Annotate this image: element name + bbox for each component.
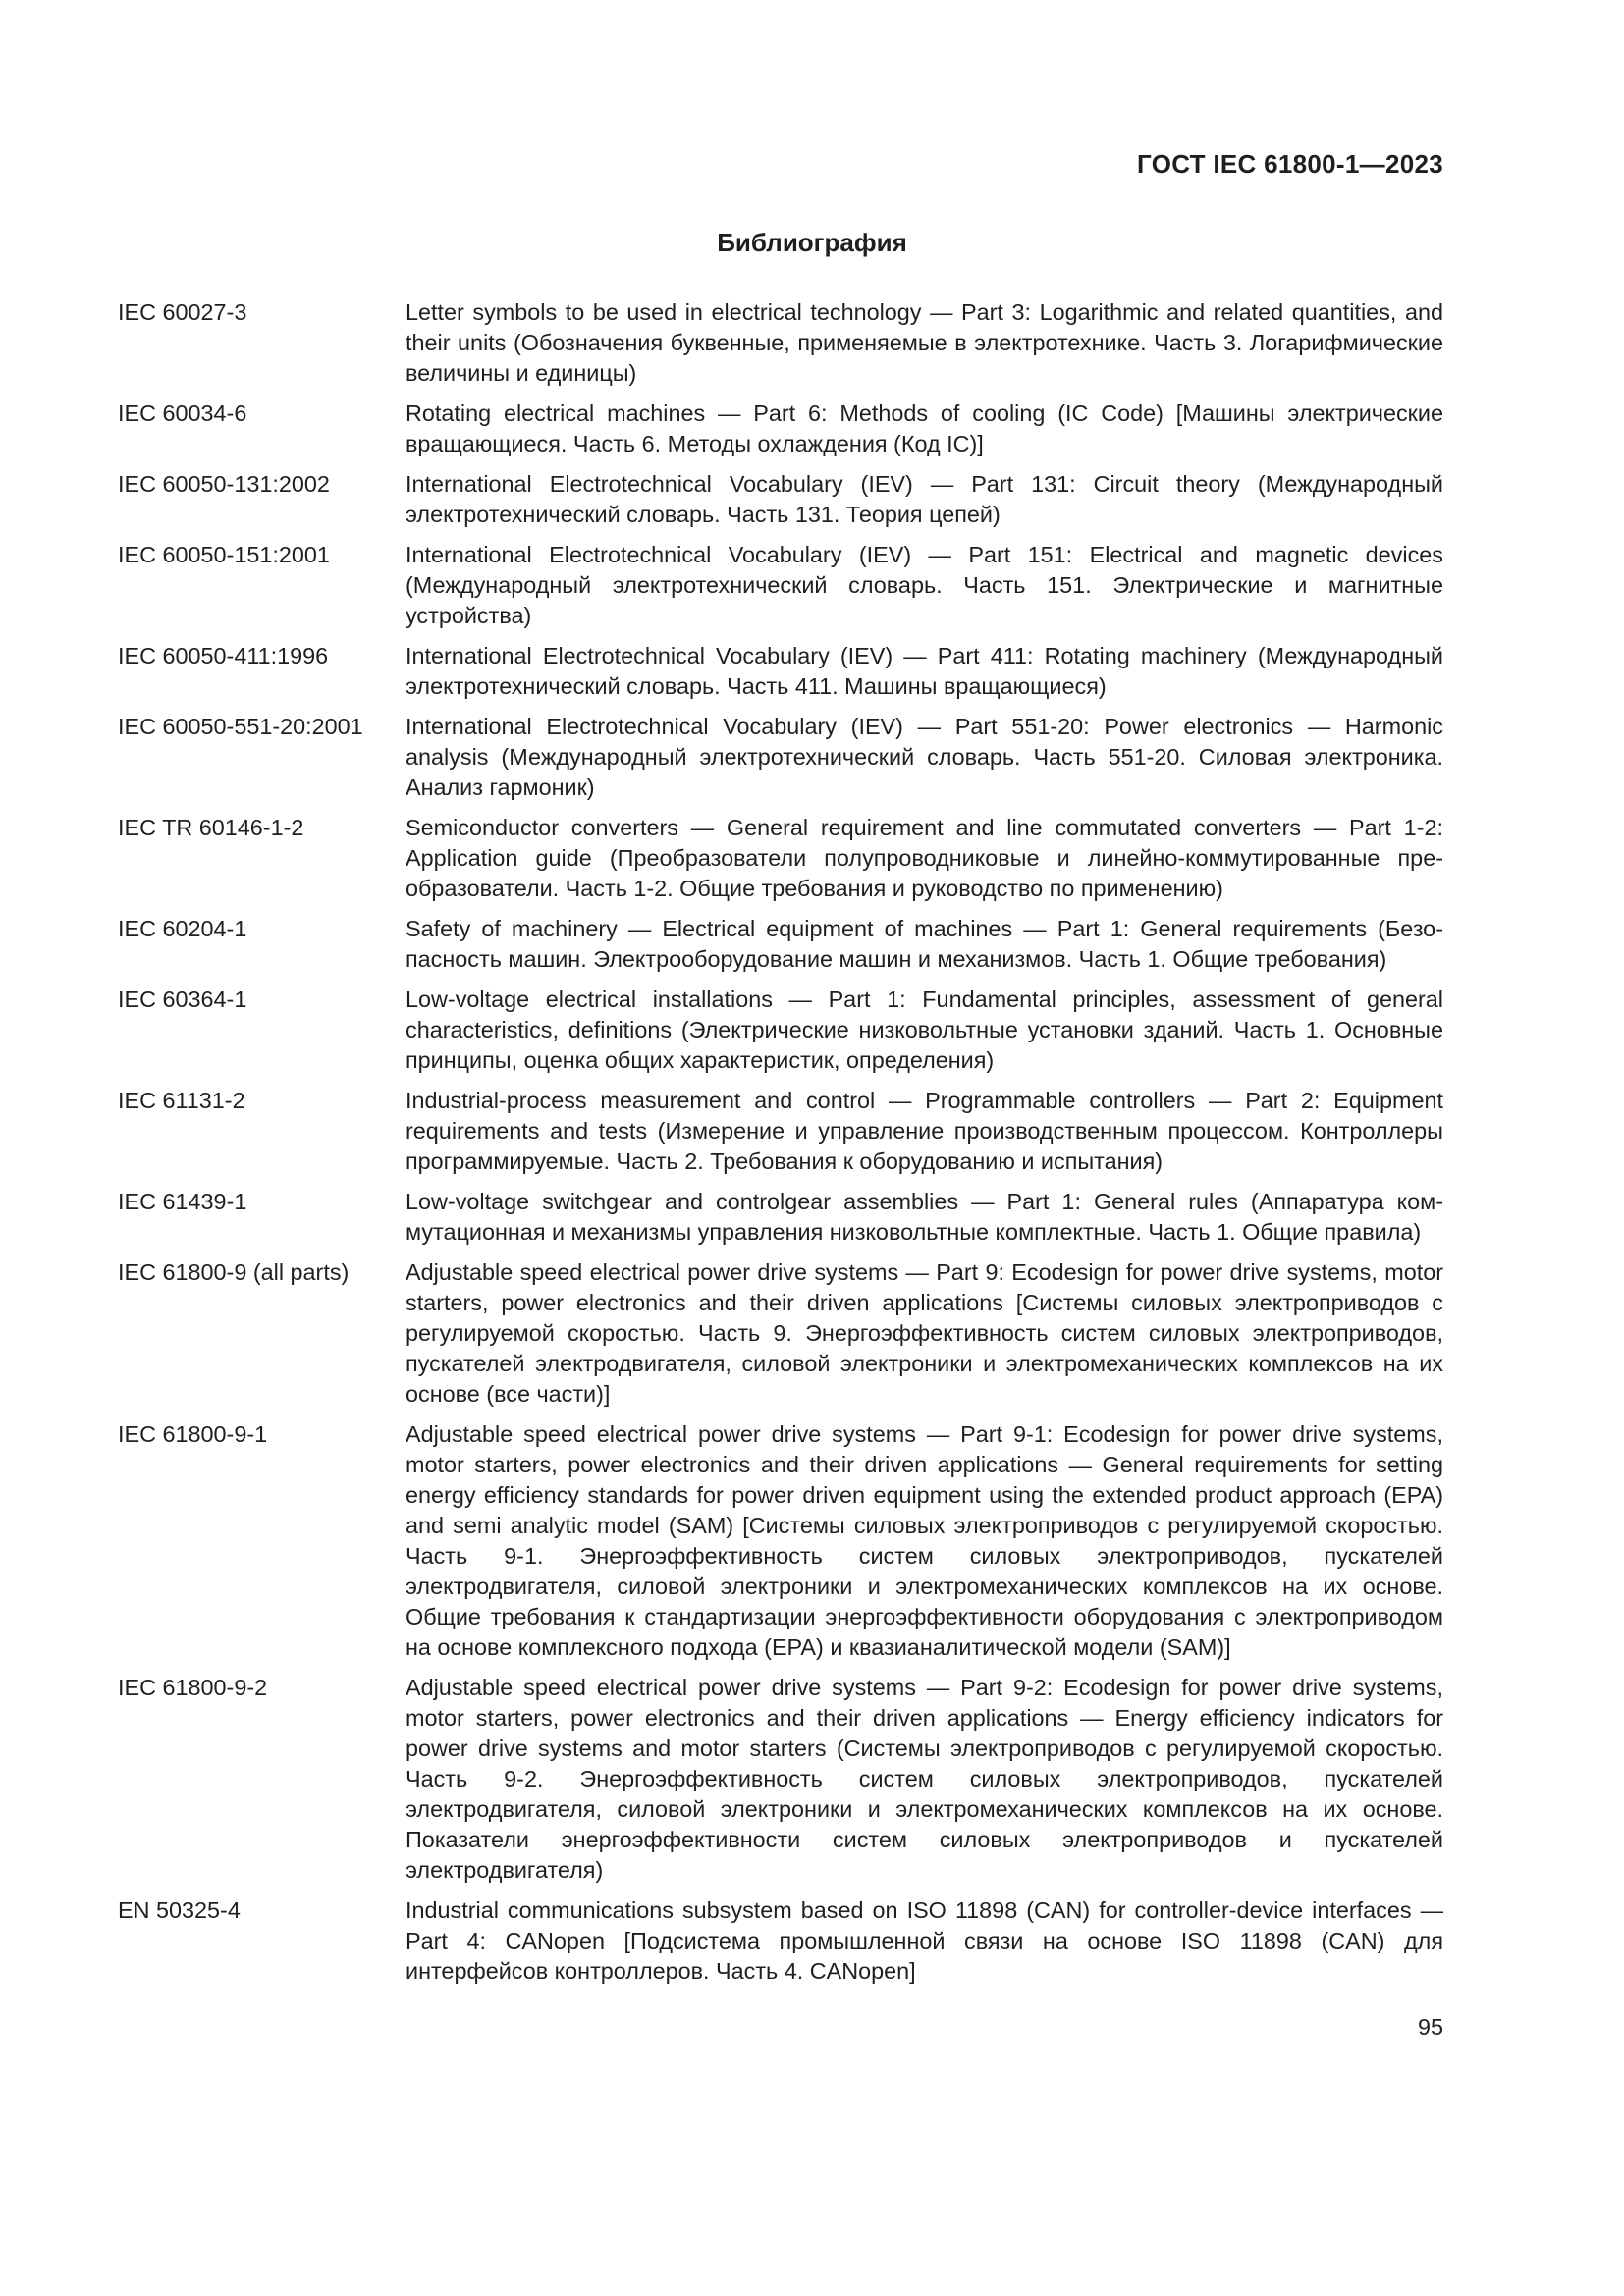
entry-reference: IEC 60364-1 [118,987,247,1012]
entry-description: Semiconductor converters — General requirement and line commutated converters — Part 1-2: Application guide (Преобразователи полупроводниковые и линейно-коммутированные преобразователи. Часть 1-2. Общие требования и руководство по применению) [406,815,1443,901]
entry-reference: IEC 61131-2 [118,1088,245,1113]
entry-description: Rotating electrical machines — Part 6: Methods of cooling (IC Code) [Машины электрические вращающиеся. Часть 6. Методы охлаждения (Код IC)] [406,400,1443,456]
entry-description: International Electrotechnical Vocabulary (IEV) — Part 151: Electrical and magnetic devices (Международный электротехнический словарь. Часть 151. Электрические и магнитные устройства) [406,542,1443,628]
entry-description: Industrial communications subsystem based on ISO 11898 (CAN) for controller-device interfaces — Part 4: CANopen [Подсистема промышленной связи на основе ISO 11898 (CAN) для интерфейсов контроллеров. Часть 4. CANopen] [406,1897,1443,1984]
entry-reference: IEC 61800-9 (all parts) [118,1259,350,1285]
bibliography-entry [118,1419,1443,1663]
bibliography-entry [118,641,1443,702]
bibliography-entry [118,399,1443,459]
entry-description: International Electrotechnical Vocabulary (IEV) — Part 131: Circuit theory (Международный электротехнический словарь. Часть 131. Теория цепей) [406,471,1443,527]
entry-reference: IEC 61800-9-2 [118,1675,268,1700]
entry-description: Letter symbols to be used in electrical technology — Part 3: Logarithmic and related quantities, and their units (Обозначения буквенные, применяемые в электротехнике. Часть 3. Логарифмические величины и единицы) [406,299,1443,386]
entry-reference: IEC 60050-151:2001 [118,542,330,567]
entry-reference: IEC 60050-551-20:2001 [118,714,363,739]
bibliography-entry [118,813,1443,904]
entry-description: Adjustable speed electrical power drive systems — Part 9-2: Ecodesign for power drive systems, motor starters, power electronics and their driven applications — Energy efficiency indicators for power drive systems and motor starters (Системы электроприводов с регулируемой скоростью. Часть 9-2. Энергоэффективность систем силовых электроприводов, пускателей электродвигателя, силовой электроники и электромеханических комплексов на их основе. Показатели энергоэффективности систем силовых электроприводов и пускателей электродвигателя) [406,1675,1443,1883]
entry-reference: IEC 60050-131:2002 [118,471,330,497]
bibliography-entry [118,1257,1443,1410]
entry-reference: IEC 60034-6 [118,400,247,426]
entry-description: Adjustable speed electrical power drive systems — Part 9-1: Ecodesign for power drive systems, motor starters, power electronics and their driven applications — General requirements for setting energy efficiency standards for power driven equipment using the extended product approach (EPA) and semi analytic model (SAM) [Системы силовых электроприводов с регулируемой скоростью. Часть 9-1. Энергоэффективность систем силовых электроприводов, пускателей электродвигателя, силовой электроники и электромеханических комплексов на их основе. Общие требования к стандартизации энергоэффективности оборудования с электроприводом на основе комплексного подхода (EPA) и квазианалитической модели (SAM)] [406,1421,1443,1660]
entry-reference: IEC 61800-9-1 [118,1421,268,1447]
standard-code-header: ГОСТ IEC 61800-1—2023 [1137,149,1443,179]
entry-description: Low-voltage electrical installations — Part 1: Fundamental principles, assessment of general characteristics, definitions (Электрические низковольтные установки зданий. Часть 1. Основные принципы, оценка общих характеристик, определения) [406,987,1443,1073]
bibliography-entry [118,469,1443,530]
entry-reference: IEC 60050-411:1996 [118,643,329,668]
entry-reference: IEC TR 60146-1-2 [118,815,304,840]
entry-reference: IEC 60204-1 [118,916,247,941]
bibliography-entry [118,297,1443,389]
entry-reference: IEC 60027-3 [118,299,247,325]
bibliography-list [118,297,1443,1997]
bibliography-entry [118,1086,1443,1177]
entry-description: International Electrotechnical Vocabulary (IEV) — Part 551-20: Power electronics — Harmonic analysis (Международный электротехнический словарь. Часть 551-20. Силовая электроника. Анализ гармоник) [406,714,1443,800]
bibliography-entry [118,1187,1443,1248]
bibliography-entry [118,712,1443,803]
bibliography-entry [118,1896,1443,1987]
page-number: 95 [1417,2014,1443,2040]
page-title: Библиография [717,228,907,257]
entry-reference: IEC 61439-1 [118,1189,247,1214]
bibliography-entry [118,540,1443,631]
entry-description: International Electrotechnical Vocabulary (IEV) — Part 411: Rotating machinery (Международный электротехнический словарь. Часть 411. Машины вращающиеся) [406,643,1443,699]
bibliography-entry [118,1673,1443,1886]
bibliography-entry [118,914,1443,975]
entry-description: Industrial-process measurement and control — Programmable controllers — Part 2: Equipment requirements and tests (Измерение и управление производственным процессом. Контроллеры программируемые. Часть 2. Требования к оборудованию и испытания) [406,1088,1443,1174]
entry-description: Safety of machinery — Electrical equipment of machines — Part 1: General requirements (Безопасность машин. Электрооборудование машин и механизмов. Часть 1. Общие требования) [406,916,1443,972]
entry-reference: EN 50325-4 [118,1897,241,1923]
bibliography-entry [118,985,1443,1076]
entry-description: Low-voltage switchgear and controlgear assemblies — Part 1: General rules (Аппаратура коммутационная и механизмы управления низковольтные комплектные. Часть 1. Общие правила) [406,1189,1443,1245]
entry-description: Adjustable speed electrical power drive systems — Part 9: Ecodesign for power drive systems, motor starters, power electronics and their driven applications [Системы силовых электроприводов с регулируемой скоростью. Часть 9. Энергоэффективность систем силовых электроприводов, пускателей электродвигателя, силовой электроники и электромеханических комплексов на их основе (все части)] [406,1259,1443,1407]
